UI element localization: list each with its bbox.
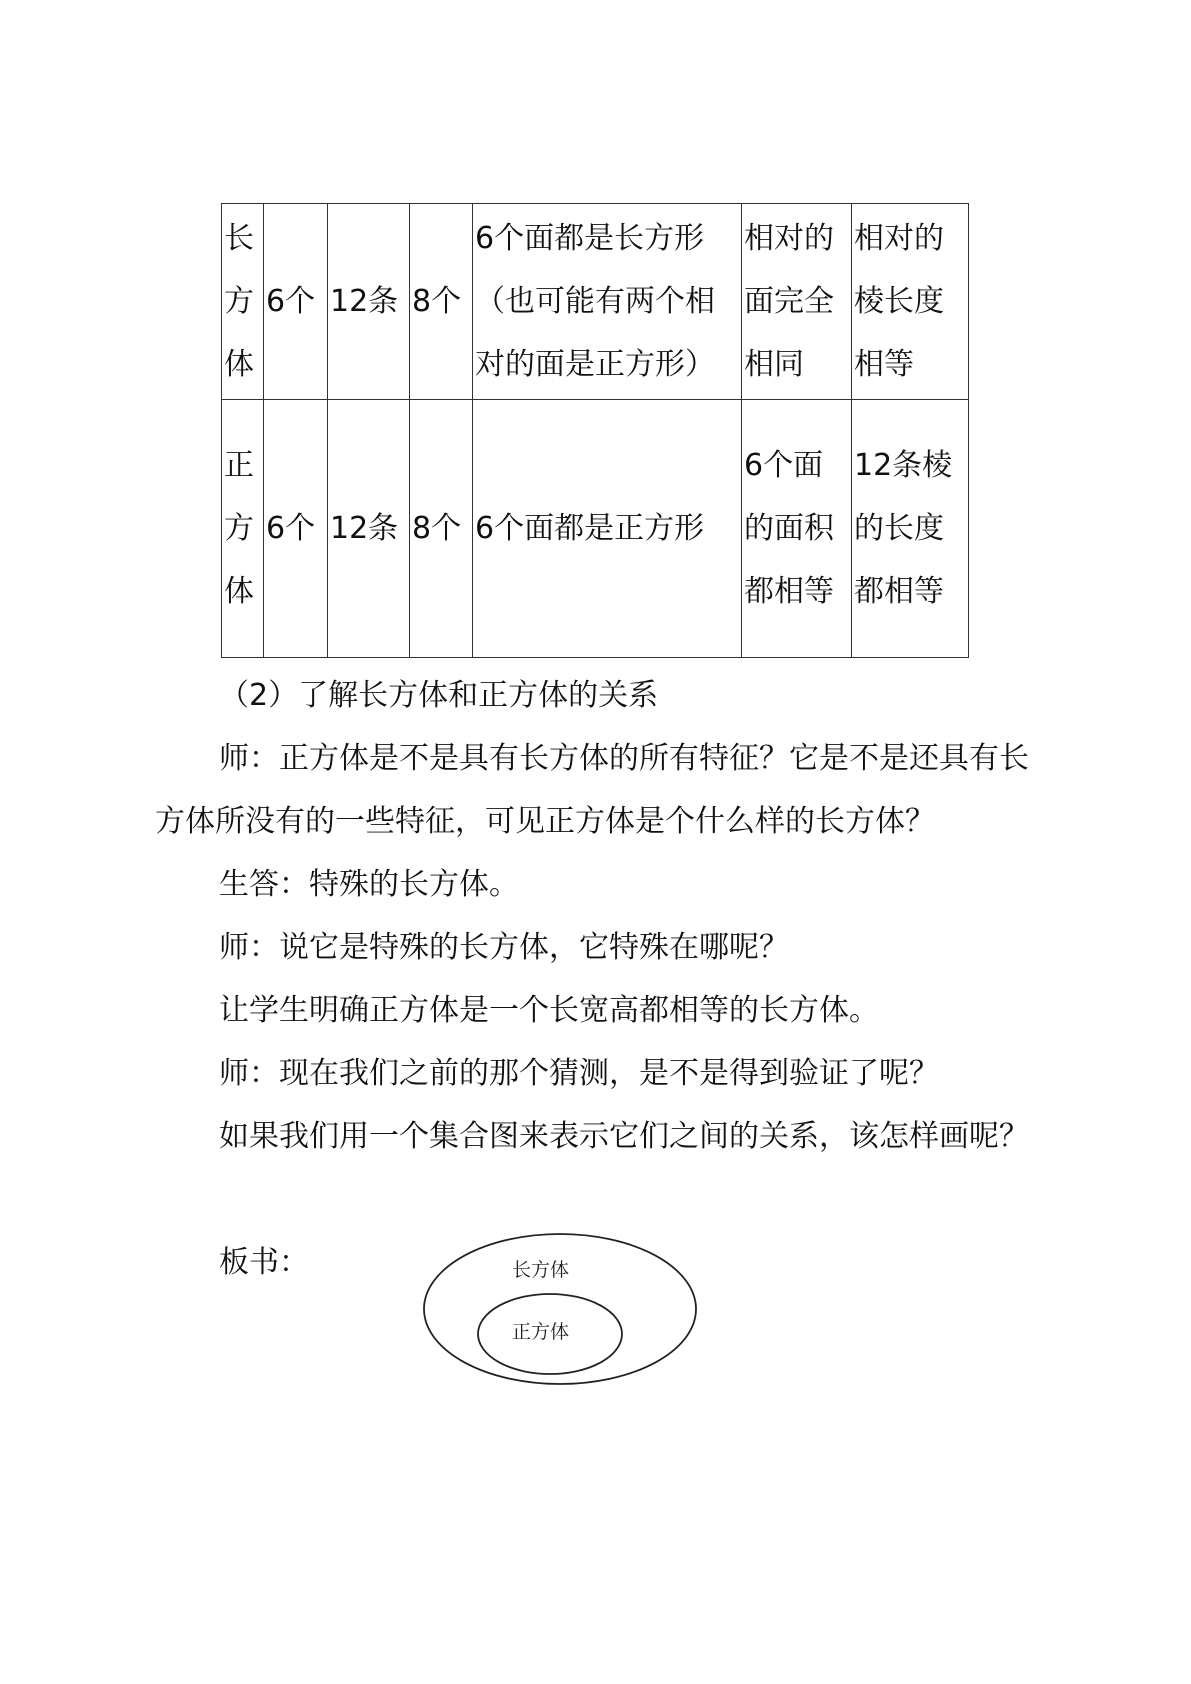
cell-face-size: 6个面的面积都相等 <box>742 400 852 658</box>
paragraph-set-diagram: 如果我们用一个集合图来表示它们之间的关系，该怎样画呢？ <box>219 1119 1029 1154</box>
cell-edges: 12条 <box>328 400 410 658</box>
cell-edge-length: 相对的棱长度相等 <box>852 204 969 400</box>
paragraph-verification: 师：现在我们之前的那个猜测，是不是得到验证了呢？ <box>219 1056 939 1091</box>
cell-face-size: 相对的面完全相同 <box>742 204 852 400</box>
paragraph-student-answer: 生答：特殊的长方体。 <box>219 867 519 902</box>
outer-set-label: 长方体 <box>512 1259 570 1281</box>
paragraph-teacher-followup: 师：说它是特殊的长方体，它特殊在哪呢？ <box>219 930 789 965</box>
cell-edge-length: 12条棱的长度都相等 <box>852 400 969 658</box>
table-row-cuboid <box>222 204 969 400</box>
paragraph-teacher-question: 师：正方体是不是具有长方体的所有特征？它是不是还具有长方体所没有的一些特征，可见正方体是个什么样的长方体？ <box>155 741 1029 839</box>
paragraph-clarification: 让学生明确正方体是一个长宽高都相等的长方体。 <box>219 993 879 1028</box>
cell-name: 长方体 <box>222 204 264 400</box>
cell-face-shape: 6个面都是长方形（也可能有两个相对的面是正方形） <box>473 204 742 400</box>
cell-faces: 6个 <box>264 204 328 400</box>
cell-vertices: 8个 <box>410 400 473 658</box>
table-row-cube <box>222 400 969 658</box>
outer-set-ellipse <box>424 1234 696 1384</box>
cell-faces: 6个 <box>264 400 328 658</box>
board-label: 板书： <box>219 1245 309 1280</box>
section-title: （2）了解长方体和正方体的关系 <box>219 678 659 713</box>
cell-vertices: 8个 <box>410 204 473 400</box>
set-diagram <box>422 1230 702 1390</box>
cell-face-shape: 6个面都是正方形 <box>473 400 742 658</box>
cell-edges: 12条 <box>328 204 410 400</box>
cell-name: 正方体 <box>222 400 264 658</box>
comparison-table <box>221 203 969 658</box>
inner-set-label: 正方体 <box>512 1321 570 1343</box>
